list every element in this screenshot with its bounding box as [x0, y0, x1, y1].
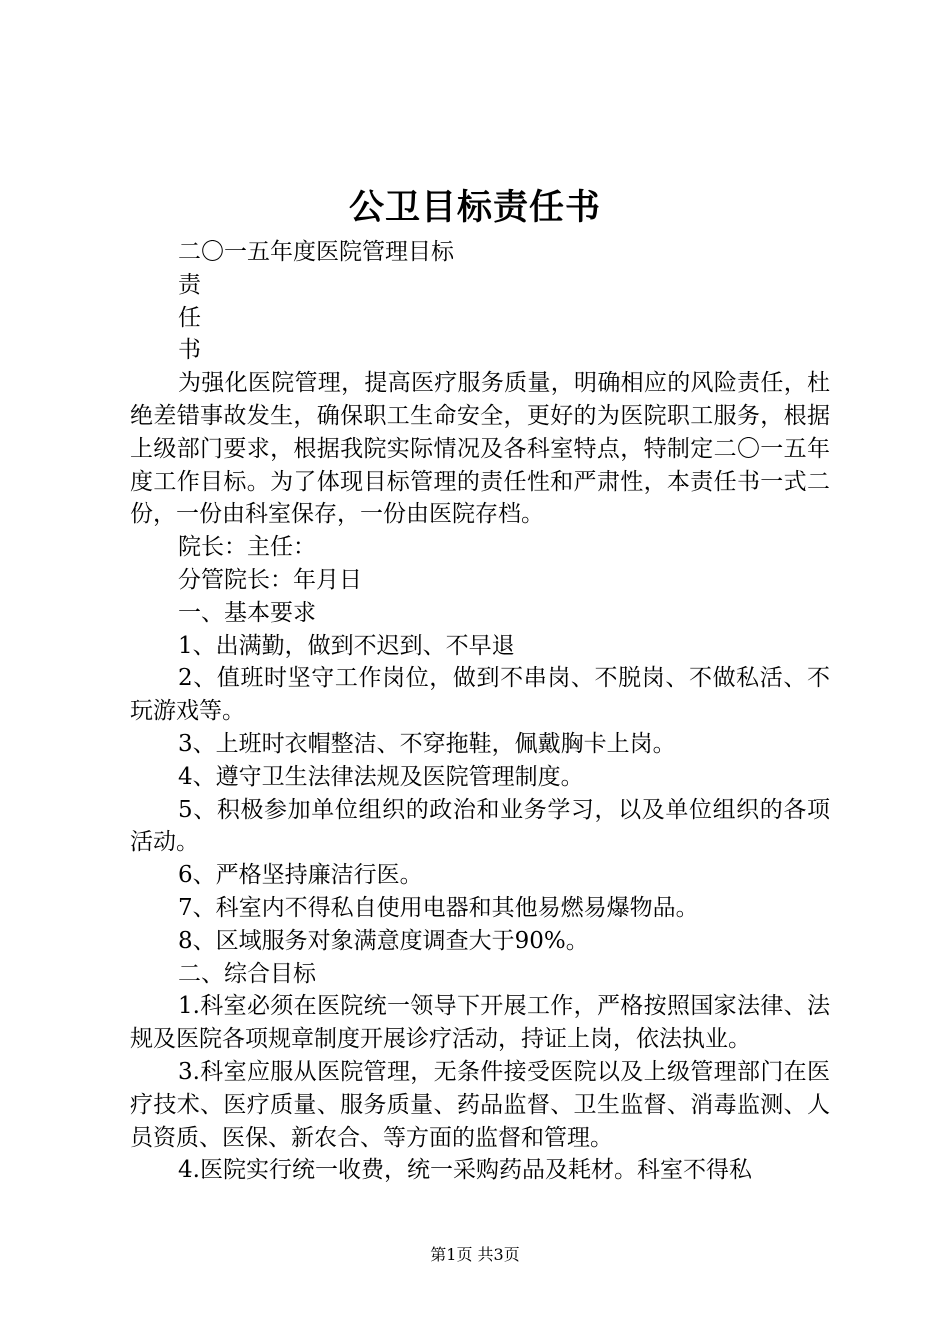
- list-item: 7、科室内不得私自使用电器和其他易燃易爆物品。: [178, 894, 699, 921]
- list-item: 4、遵守卫生法律法规及医院管理制度。: [178, 763, 584, 790]
- list-item: 5、积极参加单位组织的政治和业务学习，以及单位组织的各项活动。: [130, 796, 830, 856]
- list-item: 1、出满勤，做到不迟到、不早退: [178, 632, 515, 659]
- paragraph-signature-director: 院长：主任：: [178, 534, 316, 561]
- document-body: [130, 236, 830, 1187]
- list-item: 1.科室必须在医院统一领导下开展工作，严格按照国家法律、法规及医院各项规章制度开展诊疗活动，持证上岗，依法执业。: [130, 993, 830, 1053]
- paragraph-signature-date: 分管院长：年月日: [178, 566, 362, 593]
- list-item: 3.科室应服从医院管理，无条件接受医院以及上级管理部门在医疗技术、医疗质量、服务质量、药品监督、卫生监督、消毒监测、人员资质、医保、新农合、等方面的监督和管理。: [130, 1058, 830, 1151]
- list-item: 6、严格坚持廉洁行医。: [178, 862, 423, 889]
- paragraph-subtitle: 二〇一五年度医院管理目标: [178, 239, 454, 265]
- paragraph-intro: 为强化医院管理，提高医疗服务质量，明确相应的风险责任，杜绝差错事故发生，确保职工生命安全，更好的为医院职工服务，根据上级部门要求，根据我院实际情况及各科室特点，特制定二〇一五年度工作目标。为了体现目标管理的责任性和严肃性，本责任书一式二份，一份由科室保存，一份由医院存档。: [130, 370, 830, 528]
- section-heading-basic: 一、基本要求: [178, 599, 316, 626]
- paragraph-char-shu: 书: [178, 337, 201, 364]
- document-title: 公卫目标责任书: [348, 187, 601, 228]
- list-item: 2、值班时坚守工作岗位，做到不串岗、不脱岗、不做私活、不玩游戏等。: [130, 665, 830, 725]
- list-item: 8、区域服务对象满意度调查大于90%。: [178, 927, 589, 954]
- list-item: 4.医院实行统一收费，统一采购药品及耗材。科室不得私: [178, 1157, 752, 1184]
- page-footer: 第1页 共3页: [430, 1245, 520, 1264]
- list-item: 3、上班时衣帽整洁、不穿拖鞋，佩戴胸卡上岗。: [178, 730, 676, 757]
- paragraph-char-ren: 任: [178, 304, 201, 331]
- paragraph-char-ze: 责: [178, 271, 201, 298]
- section-heading-general: 二、综合目标: [178, 960, 316, 987]
